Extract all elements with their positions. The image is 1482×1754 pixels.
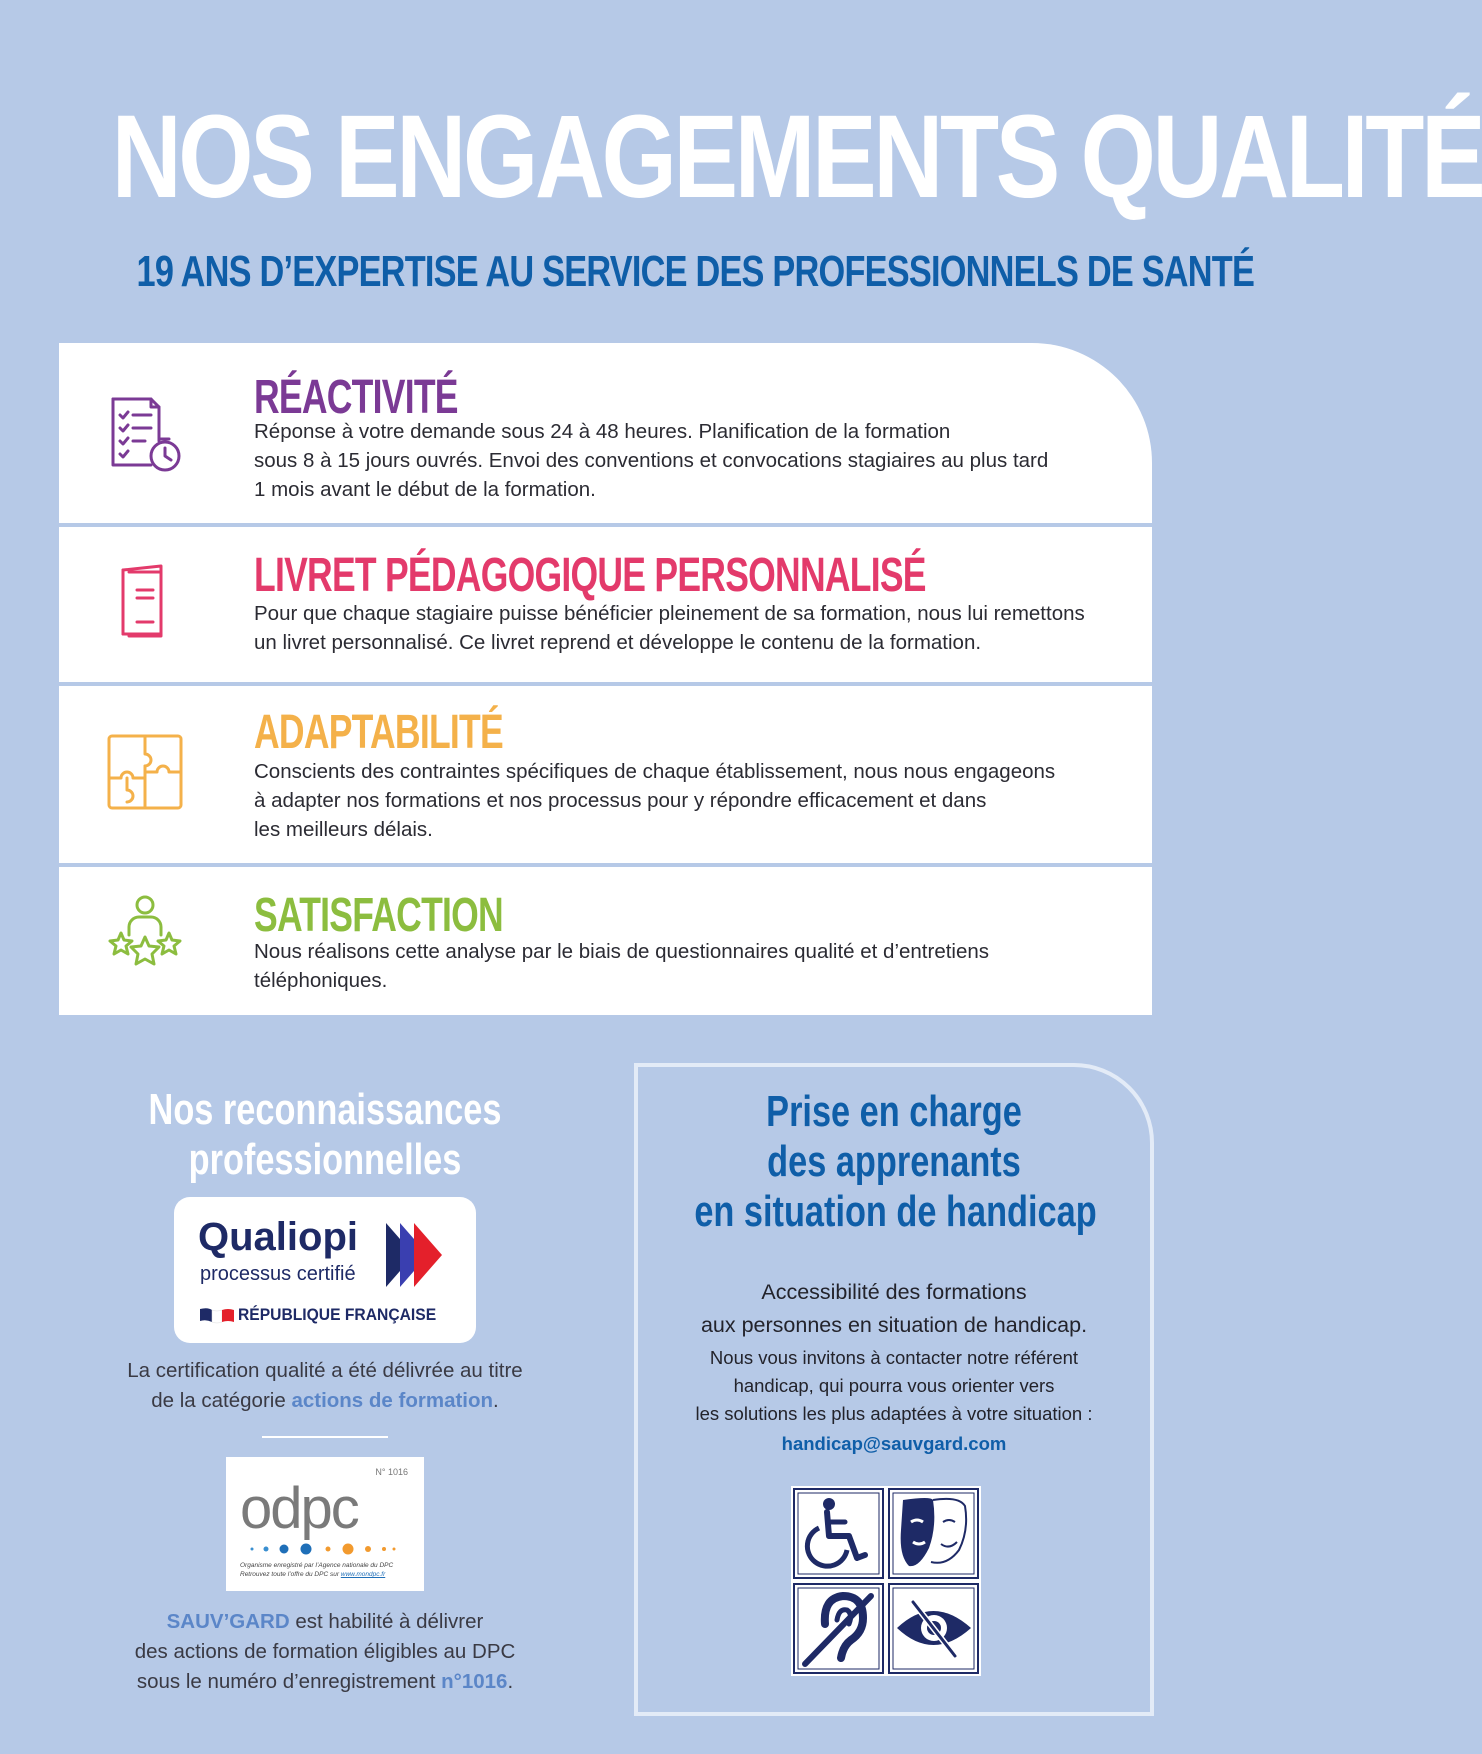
commitment-card-livret — [59, 527, 1152, 682]
handicap-title: Prise en charge des apprenants en situation de handicap — [694, 1087, 1097, 1236]
section-divider — [262, 1436, 388, 1438]
commitment-card-satisfaction — [59, 867, 1152, 1015]
puzzle-icon — [105, 732, 185, 812]
commitment-text: Conscients des contraintes spécifiques de chaque établissement, nous nous engageons à adapter nos formations et nos processus pour y répondre efficacement et dans les meilleurs délais. — [254, 760, 1056, 841]
french-flag-icon — [200, 1307, 234, 1323]
odpc-fine-print: Organisme enregistré par l’Agence nationale du DPC Retrouvez toute l’offre du DPC sur www.mondpc.fr — [240, 1562, 394, 1578]
commitment-text: Nous réalisons cette analyse par le biais de questionnaires qualité et d’entretiens téléphoniques. — [254, 940, 990, 992]
accessibility-pictograms — [791, 1486, 981, 1676]
recognitions-title: Nos reconnaissances professionnelles — [148, 1085, 502, 1184]
mental-disability-icon — [889, 1489, 978, 1578]
qualiopi-subtitle: processus certifié — [200, 1263, 356, 1285]
odpc-wordmark: odpc — [240, 1476, 358, 1541]
handicap-email-link[interactable]: handicap@sauvgard.com — [781, 1433, 1007, 1454]
page-subtitle: 19 ANS D’EXPERTISE AU SERVICE DES PROFESSIONNELS DE SANTÉ — [136, 247, 1255, 296]
booklet-icon — [105, 562, 185, 642]
odpc-number: N° 1016 — [375, 1467, 408, 1477]
invitation-text: Nous vous invitons à contacter notre référent handicap, qui pourra vous orienter vers les solutions les plus adaptées à votre situation : — [695, 1347, 1093, 1424]
qualiopi-name: Qualiopi — [198, 1215, 358, 1259]
checklist-stopwatch-icon — [105, 395, 185, 475]
visually-impaired-icon — [889, 1584, 978, 1673]
odpc-dots-icon — [248, 1543, 398, 1555]
commitment-heading: SATISFACTION — [254, 889, 503, 942]
qualiopi-arrows-icon — [386, 1223, 442, 1287]
commitment-card-adaptabilite — [59, 686, 1152, 863]
odpc-logo — [226, 1457, 424, 1591]
dpc-text: SAUV’GARD est habilité à délivrer des actions de formation éligibles au DPC sous le numéro d’enregistrement n°1016. — [134, 1610, 516, 1693]
commitment-heading: LIVRET PÉDAGOGIQUE PERSONNALISÉ — [254, 549, 926, 602]
qualiopi-logo — [174, 1197, 476, 1343]
accessibility-text: Accessibilité des formations aux personnes en situation de handicap. — [700, 1280, 1088, 1337]
person-stars-icon — [105, 893, 185, 973]
commitment-card-reactivite — [59, 343, 1152, 523]
page-title: NOS ENGAGEMENTS QUALITÉ — [111, 91, 1482, 223]
republique-francaise-label: RÉPUBLIQUE FRANÇAISE — [238, 1305, 437, 1324]
commitment-heading: RÉACTIVITÉ — [254, 371, 458, 424]
commitment-heading: ADAPTABILITÉ — [254, 706, 503, 759]
certification-text: La certification qualité a été délivrée au titre de la catégorie actions de formation. — [127, 1359, 523, 1412]
commitment-text: Pour que chaque stagiaire puisse bénéficier pleinement de sa formation, nous lui remettons un livret personnalisé. Ce livret reprend et développe le contenu de la formation. — [254, 602, 1085, 654]
hearing-impaired-icon — [794, 1584, 883, 1673]
wheelchair-icon — [794, 1489, 883, 1578]
commitment-text: Réponse à votre demande sous 24 à 48 heures. Planification de la formation sous 8 à 15 jours ouvrés. Envoi des conventions et convocations stagiaires au plus tard 1 mois avant le début de la formation. — [254, 420, 1049, 501]
